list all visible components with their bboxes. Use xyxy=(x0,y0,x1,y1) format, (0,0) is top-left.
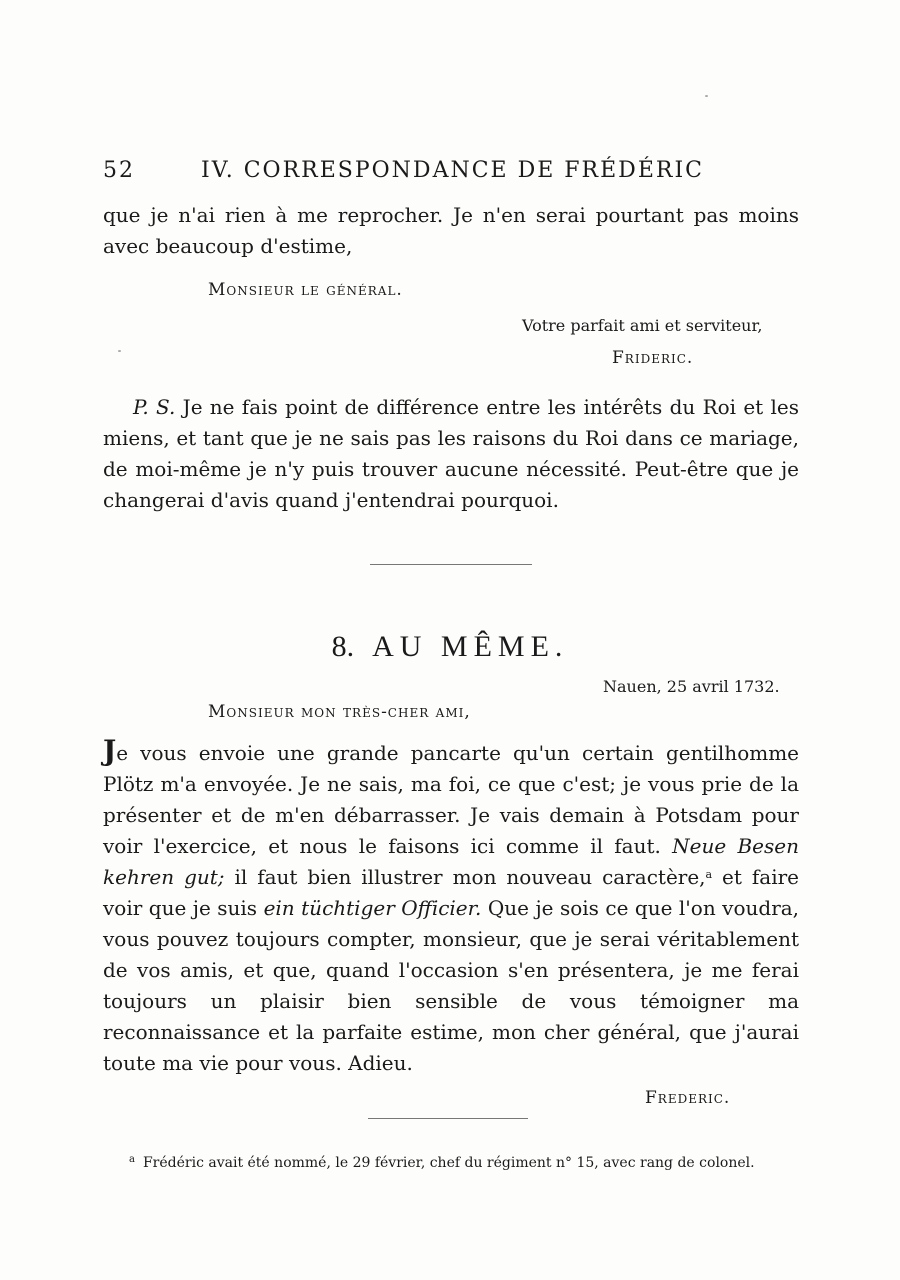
footnote-mark: a xyxy=(129,1154,135,1165)
body-text-3: et faire voir que je suis xyxy=(103,865,799,920)
body-text-4: Que je sois ce que l'on voudra, vous pouvez toujours compter, monsieur, que je serai véritablement de vos amis, et que, quand l'occasion s'en présentera, je me ferai toujours un plaisir bien sensible de vous témoigner ma reconnaissance et la parfaite estime, mon cher général, que j'aurai toute ma vie pour vous. Adieu. xyxy=(103,896,800,1075)
page-number: 52 xyxy=(103,158,135,183)
body-text-1: e vous envoie une grande pancarte qu'un certain gentilhomme Plötz m'a envoyée. Je ne sais, ma foi, ce que c'est; je vous prie de la présenter et de m'en débarrasser. Je vais demain à Potsdam pour voir l'exercice, et nous le faisons ici comme il faut. xyxy=(103,741,799,858)
letter-salutation: Monsieur le général. xyxy=(208,280,403,300)
postscript-paragraph xyxy=(103,392,799,516)
letter-heading: AU MÊME. xyxy=(372,630,569,663)
letter-salutation: Monsieur mon très-cher ami, xyxy=(208,702,471,722)
footnote-divider xyxy=(368,1118,528,1119)
postscript-text: Je ne fais point de différence entre les intérêts du Roi et les miens, et tant que je ne sais pas les raisons du Roi dans ce mariage, de moi-même je n'y puis trouver aucune nécessité. Peut-être que je changerai d'avis quand j'entendrai pourquoi. xyxy=(103,395,799,512)
signature-frideric: Frideric. xyxy=(612,348,694,368)
dateline: Nauen, 25 avril 1732. xyxy=(603,677,780,696)
paper-speck xyxy=(118,350,121,352)
body-text-2: il faut bien illustrer mon nouveau caractère, xyxy=(234,865,706,889)
signature-frederic: Frederic. xyxy=(645,1088,731,1108)
postscript-label: P. S. xyxy=(133,395,176,419)
valediction: Votre parfait ami et serviteur, xyxy=(522,316,763,335)
paper-speck xyxy=(705,95,708,97)
letter-body xyxy=(103,735,799,1079)
letter-title xyxy=(0,630,900,664)
footnote xyxy=(129,1154,809,1171)
footnote-reference: a xyxy=(705,868,713,881)
german-phrase-2: ein tüchtiger Officier. xyxy=(263,896,482,920)
running-title: IV. CORRESPONDANCE DE FRÉDÉRIC xyxy=(201,158,704,183)
running-header xyxy=(103,158,703,183)
letter-closing-paragraph: que je n'ai rien à me reprocher. Je n'en serai pourtant pas moins avec beaucoup d'estime, xyxy=(103,203,799,258)
letter-number: 8. xyxy=(331,630,355,663)
section-divider xyxy=(370,564,532,565)
german-phrase-1: Neue Besen kehren gut; xyxy=(103,834,799,889)
footnote-text: Frédéric avait été nommé, le 29 février, chef du régiment n° 15, avec rang de colonel. xyxy=(142,1155,755,1171)
drop-cap: J xyxy=(103,734,117,767)
